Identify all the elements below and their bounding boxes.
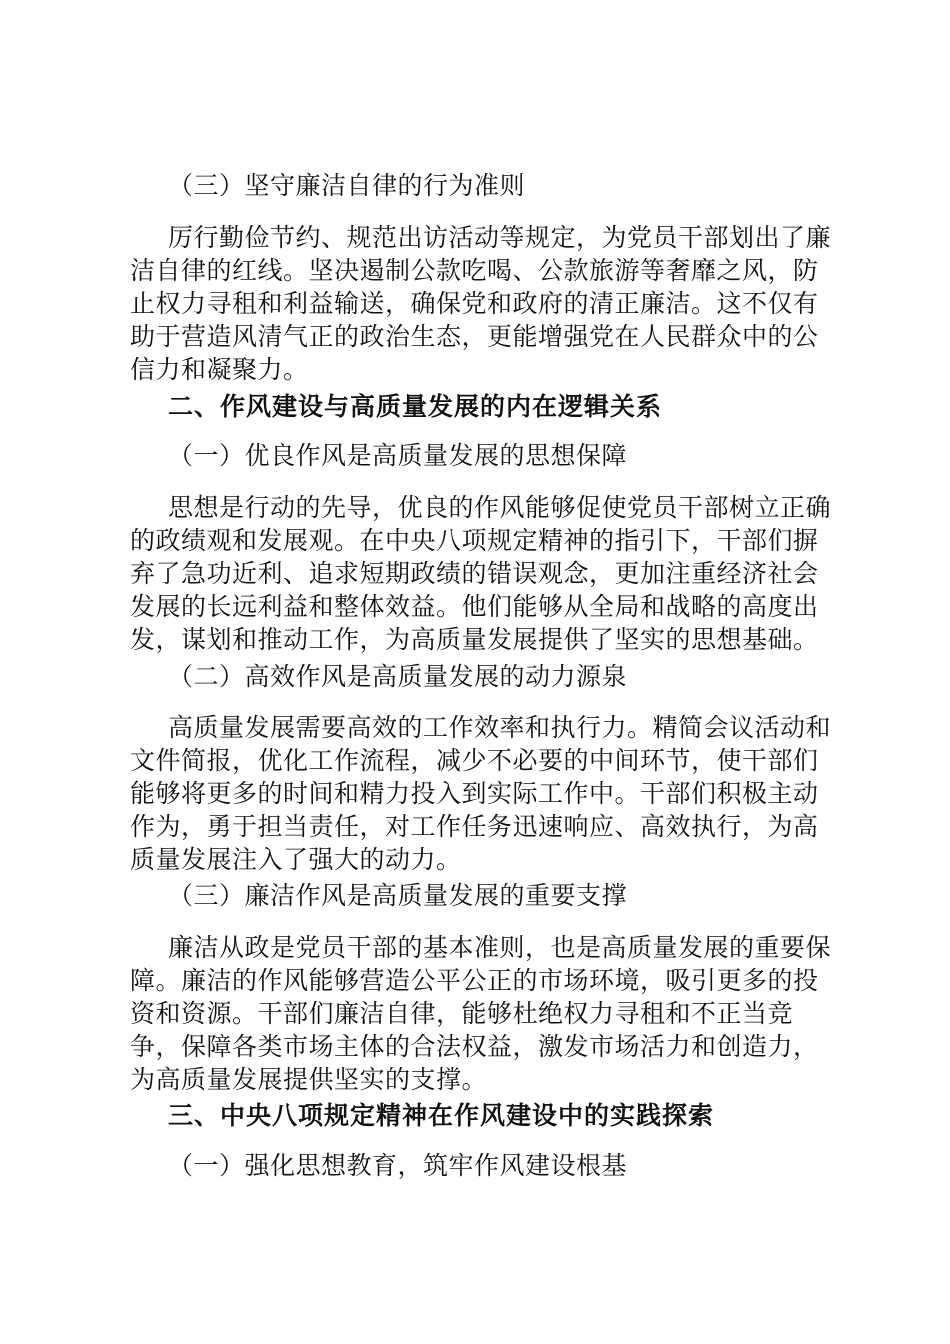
paragraph-line: 高质量发展需要高效的工作效率和执行力。精简会议活动和 [168, 713, 832, 742]
section-heading: 三、中央八项规定精神在作风建设中的实践探索 [168, 1101, 715, 1130]
section-heading: 二、作风建设与高质量发展的内在逻辑关系 [168, 392, 663, 421]
paragraph-line: 发展的长远利益和整体效益。他们能够从全局和战略的高度出 [130, 592, 819, 621]
subheading: （三）坚守廉洁自律的行为准则 [168, 171, 526, 200]
paragraph-line: 作为，勇于担当责任，对工作任务迅速响应、高效执行，为高 [130, 812, 819, 841]
paragraph-line: 发，谋划和推动工作，为高质量发展提供了坚实的思想基础。 [130, 625, 819, 654]
paragraph-line: 的政绩观和发展观。在中央八项规定精神的指引下，干部们摒 [130, 526, 819, 555]
paragraph-line: 弃了急功近利、追求短期政绩的错误观念，更加注重经济社会 [130, 559, 819, 588]
paragraph-line: 资和资源。干部们廉洁自律，能够杜绝权力寻租和不正当竞 [130, 999, 794, 1028]
subheading: （二）高效作风是高质量发展的动力源泉 [168, 662, 628, 691]
paragraph-line: 廉洁从政是党员干部的基本准则，也是高质量发展的重要保 [168, 933, 832, 962]
paragraph-line: 质量发展注入了强大的动力。 [130, 845, 462, 874]
paragraph-line: 厉行勤俭节约、规范出访活动等规定，为党员干部划出了廉 [168, 223, 832, 252]
paragraph-line: 为高质量发展提供坚实的支撑。 [130, 1065, 488, 1094]
paragraph-line: 助于营造风清气正的政治生态，更能增强党在人民群众中的公 [130, 322, 819, 351]
subheading: （一）优良作风是高质量发展的思想保障 [168, 441, 628, 470]
paragraph-line: 洁自律的红线。坚决遏制公款吃喝、公款旅游等奢靡之风，防 [130, 256, 819, 285]
paragraph-line: 文件简报，优化工作流程，减少不必要的中间环节，使干部们 [130, 746, 819, 775]
paragraph-line: 能够将更多的时间和精力投入到实际工作中。干部们积极主动 [130, 779, 819, 808]
paragraph-line: 信力和凝聚力。 [130, 355, 309, 384]
paragraph-line: 思想是行动的先导，优良的作风能够促使党员干部树立正确 [168, 493, 832, 522]
paragraph-line: 争，保障各类市场主体的合法权益，激发市场活力和创造力， [130, 1032, 819, 1061]
paragraph-line: 障。廉洁的作风能够营造公平公正的市场环境，吸引更多的投 [130, 966, 819, 995]
subheading: （三）廉洁作风是高质量发展的重要支撑 [168, 881, 628, 910]
subheading: （一）强化思想教育，筑牢作风建设根基 [168, 1151, 628, 1180]
paragraph-line: 止权力寻租和利益输送，确保党和政府的清正廉洁。这不仅有 [130, 289, 819, 318]
